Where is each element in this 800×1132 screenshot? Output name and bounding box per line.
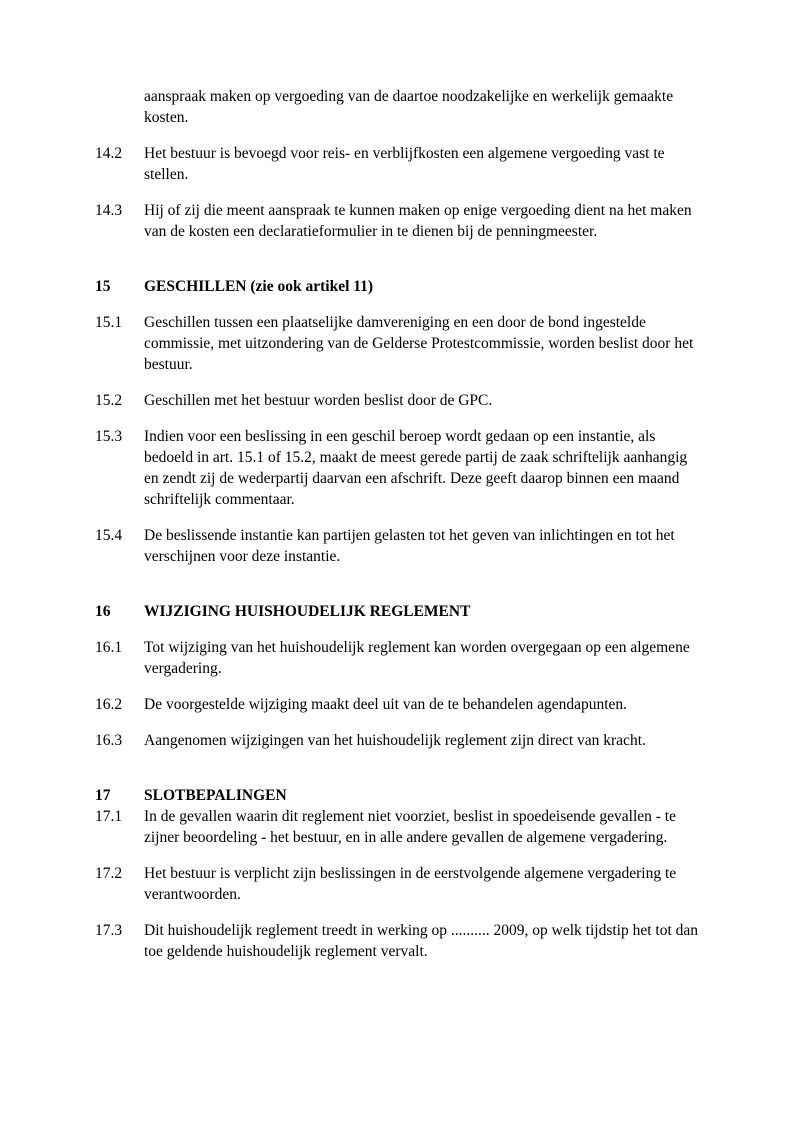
- section-number: 16: [95, 603, 111, 620]
- item-text: Aangenomen wijzigingen van het huishoudelijk reglement zijn direct van kracht.: [144, 732, 646, 749]
- article-item-16-3: [95, 730, 700, 751]
- item-text: De beslissende instantie kan partijen gelasten tot het geven van inlichtingen en tot het verschijnen voor deze instantie.: [144, 527, 675, 565]
- article-item-17-3: [95, 920, 700, 962]
- item-number-gutter: [95, 86, 144, 128]
- item-text: De voorgestelde wijziging maakt deel uit van de te behandelen agendapunten.: [144, 696, 628, 713]
- item-text: Geschillen tussen een plaatselijke damvereniging en een door de bond ingestelde commissie, met uitzondering van de Gelderse Protestcommissie, worden beslist door het bestuur.: [144, 314, 694, 373]
- section-heading-17: [95, 785, 700, 806]
- paragraph-text: aanspraak maken op vergoeding van de daartoe noodzakelijke en werkelijk gemaakte kosten.: [144, 88, 674, 126]
- item-number: 15.3: [95, 428, 123, 445]
- section-heading-16: [95, 601, 700, 622]
- item-text: Dit huishoudelijk reglement treedt in werking op .......... 2009, op welk tijdstip het tot dan toe geldende huishoudelijk reglement vervalt.: [144, 922, 699, 960]
- item-number: 15.2: [95, 392, 123, 409]
- item-text: Tot wijziging van het huishoudelijk reglement kan worden overgegaan op een algemene vergadering.: [144, 639, 690, 677]
- article-item-14-2: [95, 143, 700, 185]
- section-title: WIJZIGING HUISHOUDELIJK REGLEMENT: [144, 603, 471, 620]
- item-number: 17.3: [95, 922, 123, 939]
- item-text: Het bestuur is verplicht zijn beslissingen in de eerstvolgende algemene vergadering te verantwoorden.: [144, 865, 677, 903]
- article-item-17-1: [95, 806, 700, 848]
- section-heading-15: [95, 276, 700, 297]
- article-item-16-1: [95, 637, 700, 679]
- item-text: In de gevallen waarin dit reglement niet voorziet, beslist in spoedeisende gevallen - te zijner beoordeling - het bestuur, en in alle andere gevallen de algemene vergadering.: [144, 808, 676, 846]
- item-text: Hij of zij die meent aanspraak te kunnen maken op enige vergoeding dient na het maken van de kosten een declaratieformulier in te dienen bij de penningmeester.: [144, 202, 692, 240]
- section-title: GESCHILLEN (zie ook artikel 11): [144, 278, 374, 295]
- item-number: 16.3: [95, 732, 123, 749]
- item-number: 17.2: [95, 865, 123, 882]
- item-text: Indien voor een beslissing in een geschil beroep wordt gedaan op een instantie, als bedoeld in art. 15.1 of 15.2, maakt de meest gerede partij de zaak schriftelijk aanhangig en zendt zij de wederpartij daarvan een afschrift. Deze geeft daarop binnen een maand schriftelijk commentaar.: [144, 428, 688, 508]
- item-number: 17.1: [95, 808, 123, 825]
- item-number: 14.2: [95, 145, 123, 162]
- article-item-14-3: [95, 200, 700, 242]
- section-number: 17: [95, 787, 111, 804]
- article-item-15-4: [95, 525, 700, 567]
- paragraph-continuation: [95, 86, 700, 128]
- article-item-15-2: [95, 390, 700, 411]
- item-number: 16.2: [95, 696, 123, 713]
- item-number: 15.1: [95, 314, 123, 331]
- item-number: 15.4: [95, 527, 123, 544]
- article-item-15-3: [95, 426, 700, 510]
- item-number: 16.1: [95, 639, 123, 656]
- item-number: 14.3: [95, 202, 123, 219]
- section-number: 15: [95, 278, 111, 295]
- section-title: SLOTBEPALINGEN: [144, 787, 287, 804]
- article-item-15-1: [95, 312, 700, 375]
- item-text: Het bestuur is bevoegd voor reis- en verblijfkosten een algemene vergoeding vast te stellen.: [144, 145, 665, 183]
- article-item-17-2: [95, 863, 700, 905]
- item-text: Geschillen met het bestuur worden beslist door de GPC.: [144, 392, 493, 409]
- article-item-16-2: [95, 694, 700, 715]
